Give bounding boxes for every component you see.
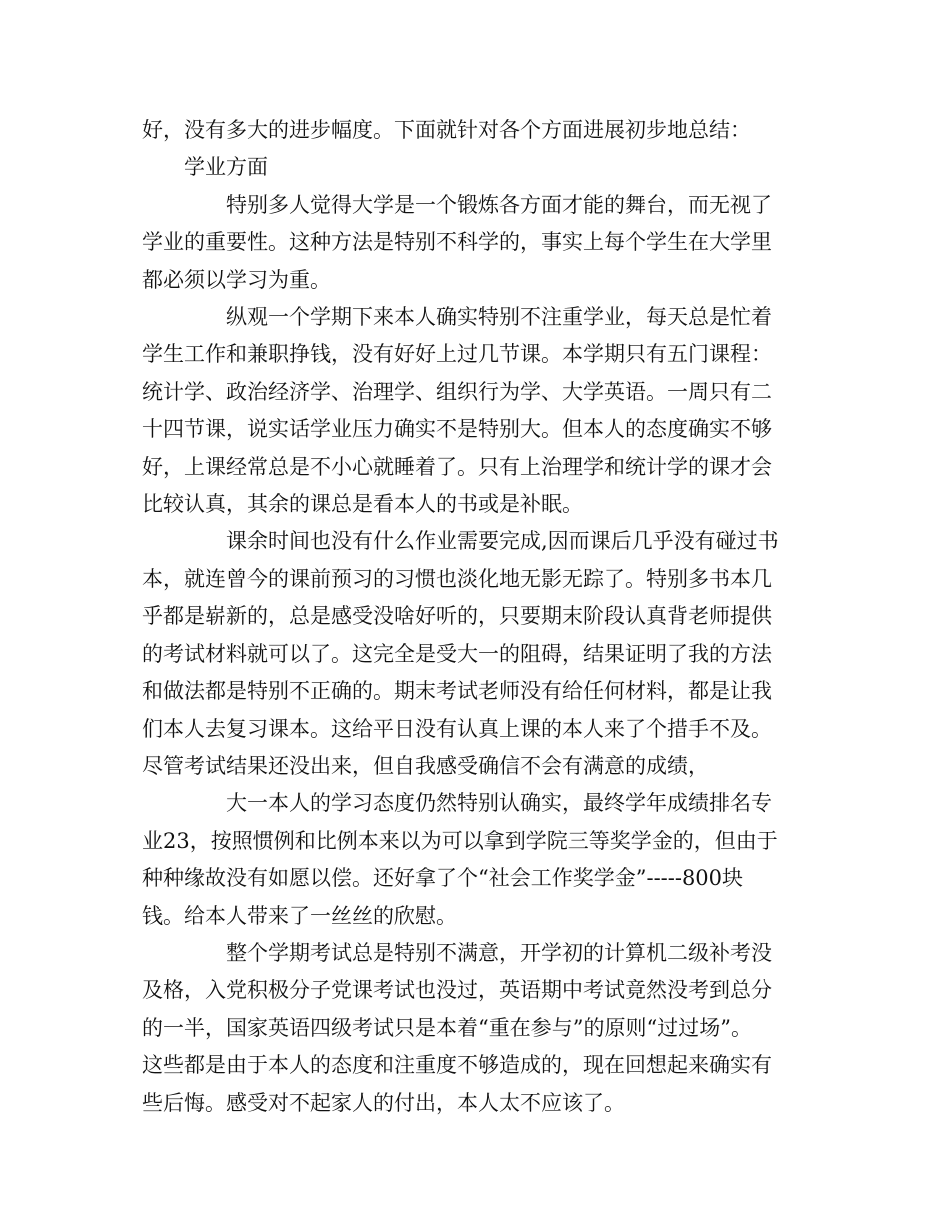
text-line: 纵观一个学期下来本人确实特别不注重学业，每天总是忙着 — [226, 305, 772, 330]
section-heading-academics — [142, 149, 842, 186]
document-body — [142, 112, 842, 1122]
paragraph-semester-review — [142, 299, 842, 523]
text-line: 好，没有多大的进步幅度。下面就针对各个方面进展初步地总结： — [142, 118, 751, 142]
text-line: 和做法都是特别不正确的。期末考试老师没有给任何材料，都是让我 — [142, 679, 772, 704]
text-line: 及格，入党积极分子党课考试也没过，英语期中考试竟然没考到总分 — [142, 978, 772, 1003]
text-line: 特别多人觉得大学是一个锻炼各方面才能的舞台，而无视了 — [226, 192, 772, 217]
paragraph-importance-of-study — [142, 187, 842, 299]
text-line: 整个学期考试总是特别不满意，开学初的计算机二级补考没 — [226, 940, 772, 965]
text-line: 课余时间也没有什么作业需要完成,因而课后几乎没有碰过书 — [226, 529, 779, 554]
text-line: 的考试材料就可以了。这完全是受大一的阻碍，结果证明了我的方法 — [142, 641, 772, 666]
text-line: 大一本人的学习态度仍然特别认确实，最终学年成绩排名专 — [226, 791, 772, 816]
text-line: 好，上课经常总是不小心就睡着了。只有上治理学和统计学的课才会 — [142, 454, 772, 479]
text-line: 钱。给本人带来了一丝丝的欣慰。 — [142, 903, 457, 928]
text-line: 的一半，国家英语四级考试只是本着“重在参与”的原则“过过场”。 — [142, 1015, 752, 1040]
text-line: 种种缘故没有如愿以偿。还好拿了个“社会工作奖学金”-----800块 — [142, 866, 744, 891]
text-line: 都必须以学习为重。 — [142, 267, 331, 292]
section-heading-text: 学业方面 — [184, 155, 268, 180]
text-line: 乎都是崭新的，总是感受没啥好听的，只要期末阶段认真背老师提供 — [142, 604, 772, 629]
text-line: 业23，按照惯例和比例本来以为可以拿到学院三等奖学金的，但由于 — [142, 828, 778, 853]
paragraph-exam-results — [142, 935, 842, 1122]
text-line: 十四节课，说实话学业压力确实不是特别大。但本人的态度确实不够 — [142, 417, 772, 442]
text-line: 统计学、政治经济学、治理学、组织行为学、大学英语。一周只有二 — [142, 379, 772, 404]
text-line: 学业的重要性。这种方法是特别不科学的，事实上每个学生在大学里 — [142, 230, 772, 255]
text-line: 些后悔。感受对不起家人的付出，本人太不应该了。 — [142, 1090, 625, 1115]
paragraph-intro-continued — [142, 112, 842, 149]
text-line: 比较认真，其余的课总是看本人的书或是补眠。 — [142, 492, 583, 517]
text-line: 尽管考试结果还没出来，但自我感受确信不会有满意的成绩， — [142, 753, 709, 778]
paragraph-scholarship — [142, 785, 842, 935]
text-line: 们本人去复习课本。这给平日没有认真上课的本人来了个措手不及。 — [142, 716, 772, 741]
text-line: 这些都是由于本人的态度和注重度不够造成的，现在回想起来确实有 — [142, 1053, 772, 1078]
text-line: 学生工作和兼职挣钱，没有好好上过几节课。本学期只有五门课程： — [142, 342, 772, 367]
text-line: 本，就连曾今的课前预习的习惯也淡化地无影无踪了。特别多书本几 — [142, 566, 772, 591]
paragraph-after-class — [142, 523, 842, 785]
